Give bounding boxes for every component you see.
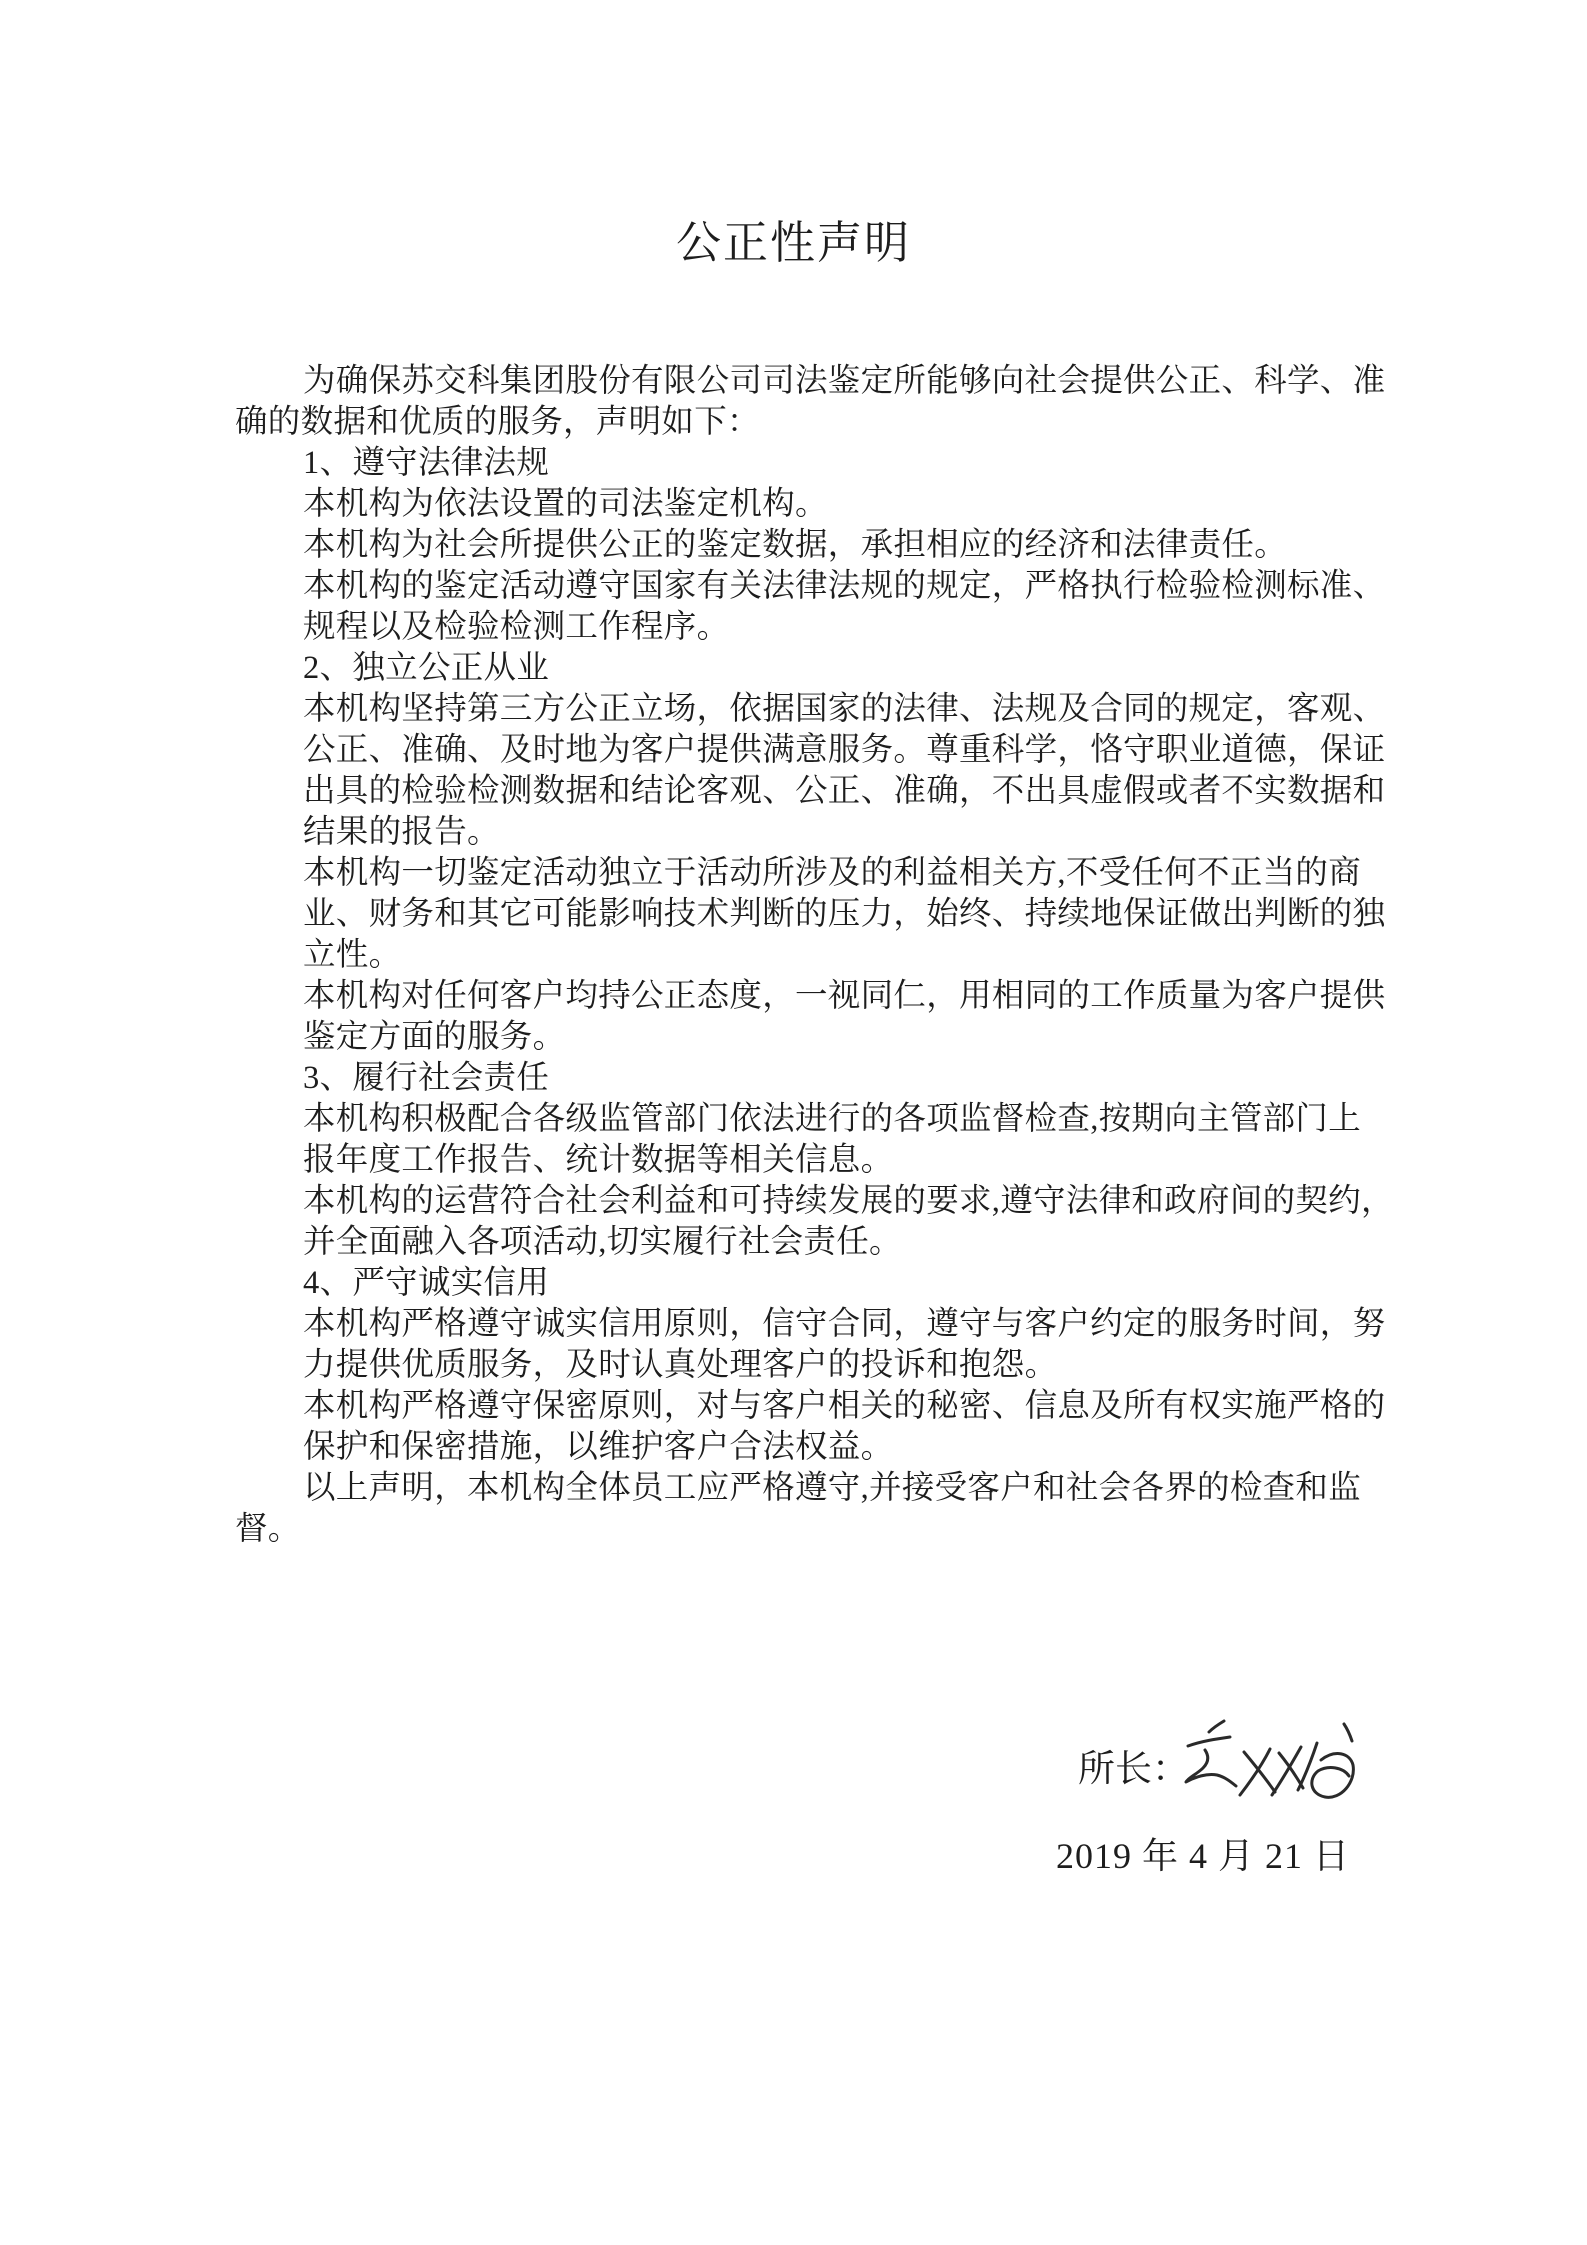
body-line: 出具的检验检测数据和结论客观、公正、准确，不出具虚假或者不实数据和 — [303, 773, 1386, 809]
body-line: 业、财务和其它可能影响技术判断的压力，始终、持续地保证做出判断的独 — [303, 896, 1386, 932]
body-line: 3、履行社会责任 — [303, 1060, 550, 1096]
body-line: 本机构严格遵守保密原则，对与客户相关的秘密、信息及所有权实施严格的 — [303, 1388, 1386, 1424]
body-line: 确的数据和优质的服务，声明如下： — [235, 404, 760, 440]
signature-label: 所长： — [1078, 1749, 1189, 1790]
body-line: 鉴定方面的服务。 — [303, 1019, 566, 1055]
body-line: 本机构坚持第三方公正立场，依据国家的法律、法规及合同的规定，客观、 — [303, 691, 1386, 727]
document-body — [235, 361, 1395, 1550]
body-line: 本机构为依法设置的司法鉴定机构。 — [303, 486, 828, 522]
body-line: 结果的报告。 — [303, 814, 500, 850]
body-line: 本机构一切鉴定活动独立于活动所涉及的利益相关方,不受任何不正当的商 — [303, 855, 1362, 891]
body-line: 本机构积极配合各级监管部门依法进行的各项监督检查,按期向主管部门上 — [303, 1101, 1362, 1137]
body-line: 1、遵守法律法规 — [303, 445, 550, 481]
body-line: 4、严守诚实信用 — [303, 1265, 550, 1301]
date-line: 2019 年 4 月 21 日 — [1056, 1836, 1351, 1876]
body-line: 立性。 — [303, 937, 402, 973]
body-line: 保护和保密措施，以维护客户合法权益。 — [303, 1429, 894, 1465]
body-line: 本机构的运营符合社会利益和可持续发展的要求,遵守法律和政府间的契约， — [303, 1183, 1394, 1219]
body-line: 本机构严格遵守诚实信用原则，信守合同，遵守与客户约定的服务时间，努 — [303, 1306, 1386, 1342]
body-line: 2、独立公正从业 — [303, 650, 550, 686]
body-line: 规程以及检验检测工作程序。 — [303, 609, 730, 645]
document-title: 公正性声明 — [675, 218, 911, 268]
body-line: 本机构为社会所提供公正的鉴定数据，承担相应的经济和法律责任。 — [303, 527, 1288, 563]
body-line: 本机构对任何客户均持公正态度，一视同仁，用相同的工作质量为客户提供 — [303, 978, 1386, 1014]
body-line: 为确保苏交科集团股份有限公司司法鉴定所能够向社会提供公正、科学、准 — [303, 363, 1386, 399]
body-line: 本机构的鉴定活动遵守国家有关法律法规的规定，严格执行检验检测标准、 — [303, 568, 1386, 604]
body-line: 以上声明，本机构全体员工应严格遵守,并接受客户和社会各界的检查和监 — [303, 1470, 1362, 1506]
body-line: 督。 — [235, 1511, 301, 1547]
body-line: 报年度工作报告、统计数据等相关信息。 — [303, 1142, 894, 1178]
handwritten-signature-icon — [1178, 1708, 1363, 1830]
body-line: 并全面融入各项活动,切实履行社会责任。 — [303, 1224, 902, 1260]
body-line: 力提供优质服务，及时认真处理客户的投诉和抱怨。 — [303, 1347, 1058, 1383]
body-line: 公正、准确、及时地为客户提供满意服务。尊重科学，恪守职业道德，保证 — [303, 732, 1386, 768]
